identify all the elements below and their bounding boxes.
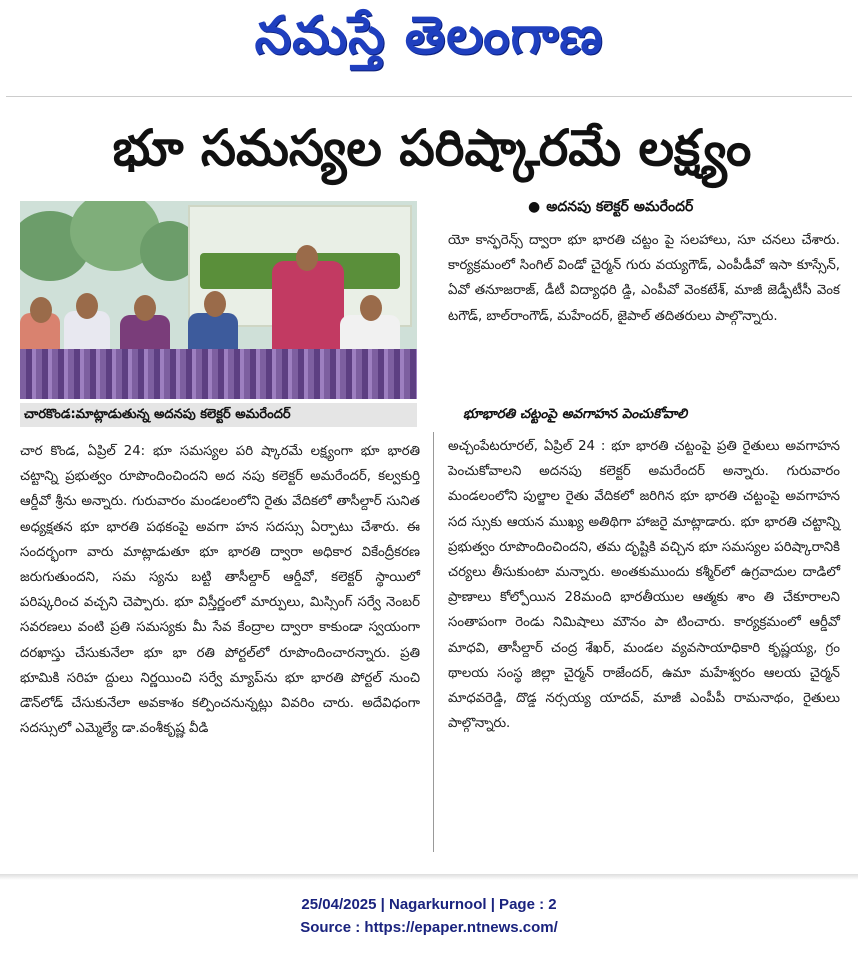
divider xyxy=(6,96,852,97)
byline xyxy=(528,199,693,218)
clip-edge xyxy=(0,874,858,880)
stage-table xyxy=(20,349,417,399)
photo-caption: చారకొండ:మాట్లాడుతున్న అదనపు కలెక్టర్ అమరేందర్ xyxy=(20,403,417,427)
masthead-title: నమస్తే తెలంగాణ xyxy=(254,6,604,66)
subheading: భూభారతి చట్టంపై అవగాహన పెంచుకోవాలి xyxy=(463,406,688,422)
paragraph: యో కాన్ఫరెన్స్ ద్వారా భూ భారతి చట్టం పై సలహాలు, సూ చనలు చేశారు. కార్యక్రమంలో సింగిల్ విండో చైర్మన్ గురు వయ్యగౌడ్, ఎంపీడీవో ఇసా కూస్సేన్, ఏవో తనూజరాజ్, డీటీ విద్యాధరి డ్డి, ఎంపీవో వెంకటేశ్, మాజీ జెడ్పీటీసీ వెంక టగౌడ్, బాల్‌రాంగౌడ్, మహేందర్, జైపాల్ తదితరులు పాల్గొన్నారు. xyxy=(448,233,840,324)
headline: భూ సమస్యల పరిష్కారమే లక్ష్యం xyxy=(112,119,752,177)
news-photo xyxy=(20,201,417,399)
footer-source: Source : https://epaper.ntnews.com/ xyxy=(300,919,558,936)
article-column-right-top xyxy=(448,228,840,329)
masthead xyxy=(0,6,858,70)
article-column-left xyxy=(20,439,420,741)
paragraph: చార కొండ, ఏప్రిల్ 24: భూ సమస్యల పరి ష్కారమే లక్ష్యంగా భూ భారతి చట్టాన్ని ప్రభుత్వం రూపొందించిందని అద నపు కలెక్టర్ అమరేందర్, కల్వకుర్తి ఆర్డీవో శ్రీను అన్నారు. గురువారం మండలంలోని రైతు వేదికలో తాసీల్దార్ సునిత అధ్యక్షతన భూ భారతి పథకంపై అవగా హన సదస్సు ఏర్పాటు చేశారు. ఈ సందర్భంగా వారు మాట్లాడుతూ భూ భారతి ద్వారా అధికార వికేంద్రీకరణ జరుగుతుందని, సమ స్యను బట్టి తాసీల్దార్ ఆర్డీవో, కలెక్టర్ స్థాయిలో పరిష్కరించ వచ్చని చెప్పారు. భూ విస్తీర్ణంలో మార్పులు, మిస్సింగ్ సర్వే నెంబర్ సవరణలు వంటి ప్రతి సమస్యకు మీ సేవ కేంద్రాల ద్వారా కాకుండా స్వయంగా దరఖాస్తు చేసుకునేలా భూ భా రతి పోర్టల్‌లో రూపొందించారన్నారు. ప్రతి భూమికి సరిహ ద్దులు నిర్ణయించి సర్వే మ్యాప్‌ను భూ భారతి పోర్టల్ నుంచి డౌన్‌లోడ్ చేసుకునేలా అవకాశం కల్పించనున్నట్లు వివరిం చారు. అదేవిధంగా సదస్సులో ఎమ్మెల్యే డా.వంశీకృష్ణ వీడి xyxy=(20,444,420,737)
byline-text: అదనపు కలెక్టర్ అమరేందర్ xyxy=(546,199,694,215)
column-divider xyxy=(433,432,434,852)
bullet-icon: ● xyxy=(528,199,541,215)
paragraph: అచ్చంపేటరూరల్, ఏప్రిల్ 24 : భూ భారతి చట్టంపై ప్రతి రైతులు అవగాహన పెంచుకోవాలని అదనపు కలెక్టర్ అమరేందర్ అన్నారు. గురువారం మండలంలోని పుల్జాల రైతు వేదికలో జరిగిన భూ భారతి చట్టంపై అవగాహన సద స్సుకు ఆయన ముఖ్య అతిథిగా హాజరై మాట్లాడారు. భూ భారతి చట్టాన్ని ప్రభుత్వం రూపొందించిందని, తమ దృష్టికి వచ్చిన భూ సమస్యల పరిష్కారానికి చర్యలు తీసుకుంటా మన్నారు. అంతకుముందు కశ్మీర్‌లో ఉగ్రవాదుల దాడిలో ప్రాణాలు కోల్పోయిన 28మంది భారతీయుల ఆత్మకు శాం తి చేకూరాలని సంతాపంగా రెండు నిమిషాలు మౌనం పా టించారు. కార్యక్రమంలో ఆర్డీవో మాధవి, తాసీల్దార్ చంద్ర శేఖర్, మండల వ్యవసాయాధికారి కృష్ణయ్య, గ్రం థాలయ సంస్థ జిల్లా చైర్మన్ రాజేందర్, ఉమా మహేశ్వరం ఆలయ చైర్మన్ మాధవరెడ్డి, దొడ్డ నర్సయ్య యాదవ్, మాజీ ఎంపీపీ రామనాథం, రైతులు పాల్గొన్నారు. xyxy=(448,439,840,732)
article-column-right-bottom xyxy=(448,434,840,736)
footer-date-page: 25/04/2025 | Nagarkurnool | Page : 2 xyxy=(301,896,557,913)
